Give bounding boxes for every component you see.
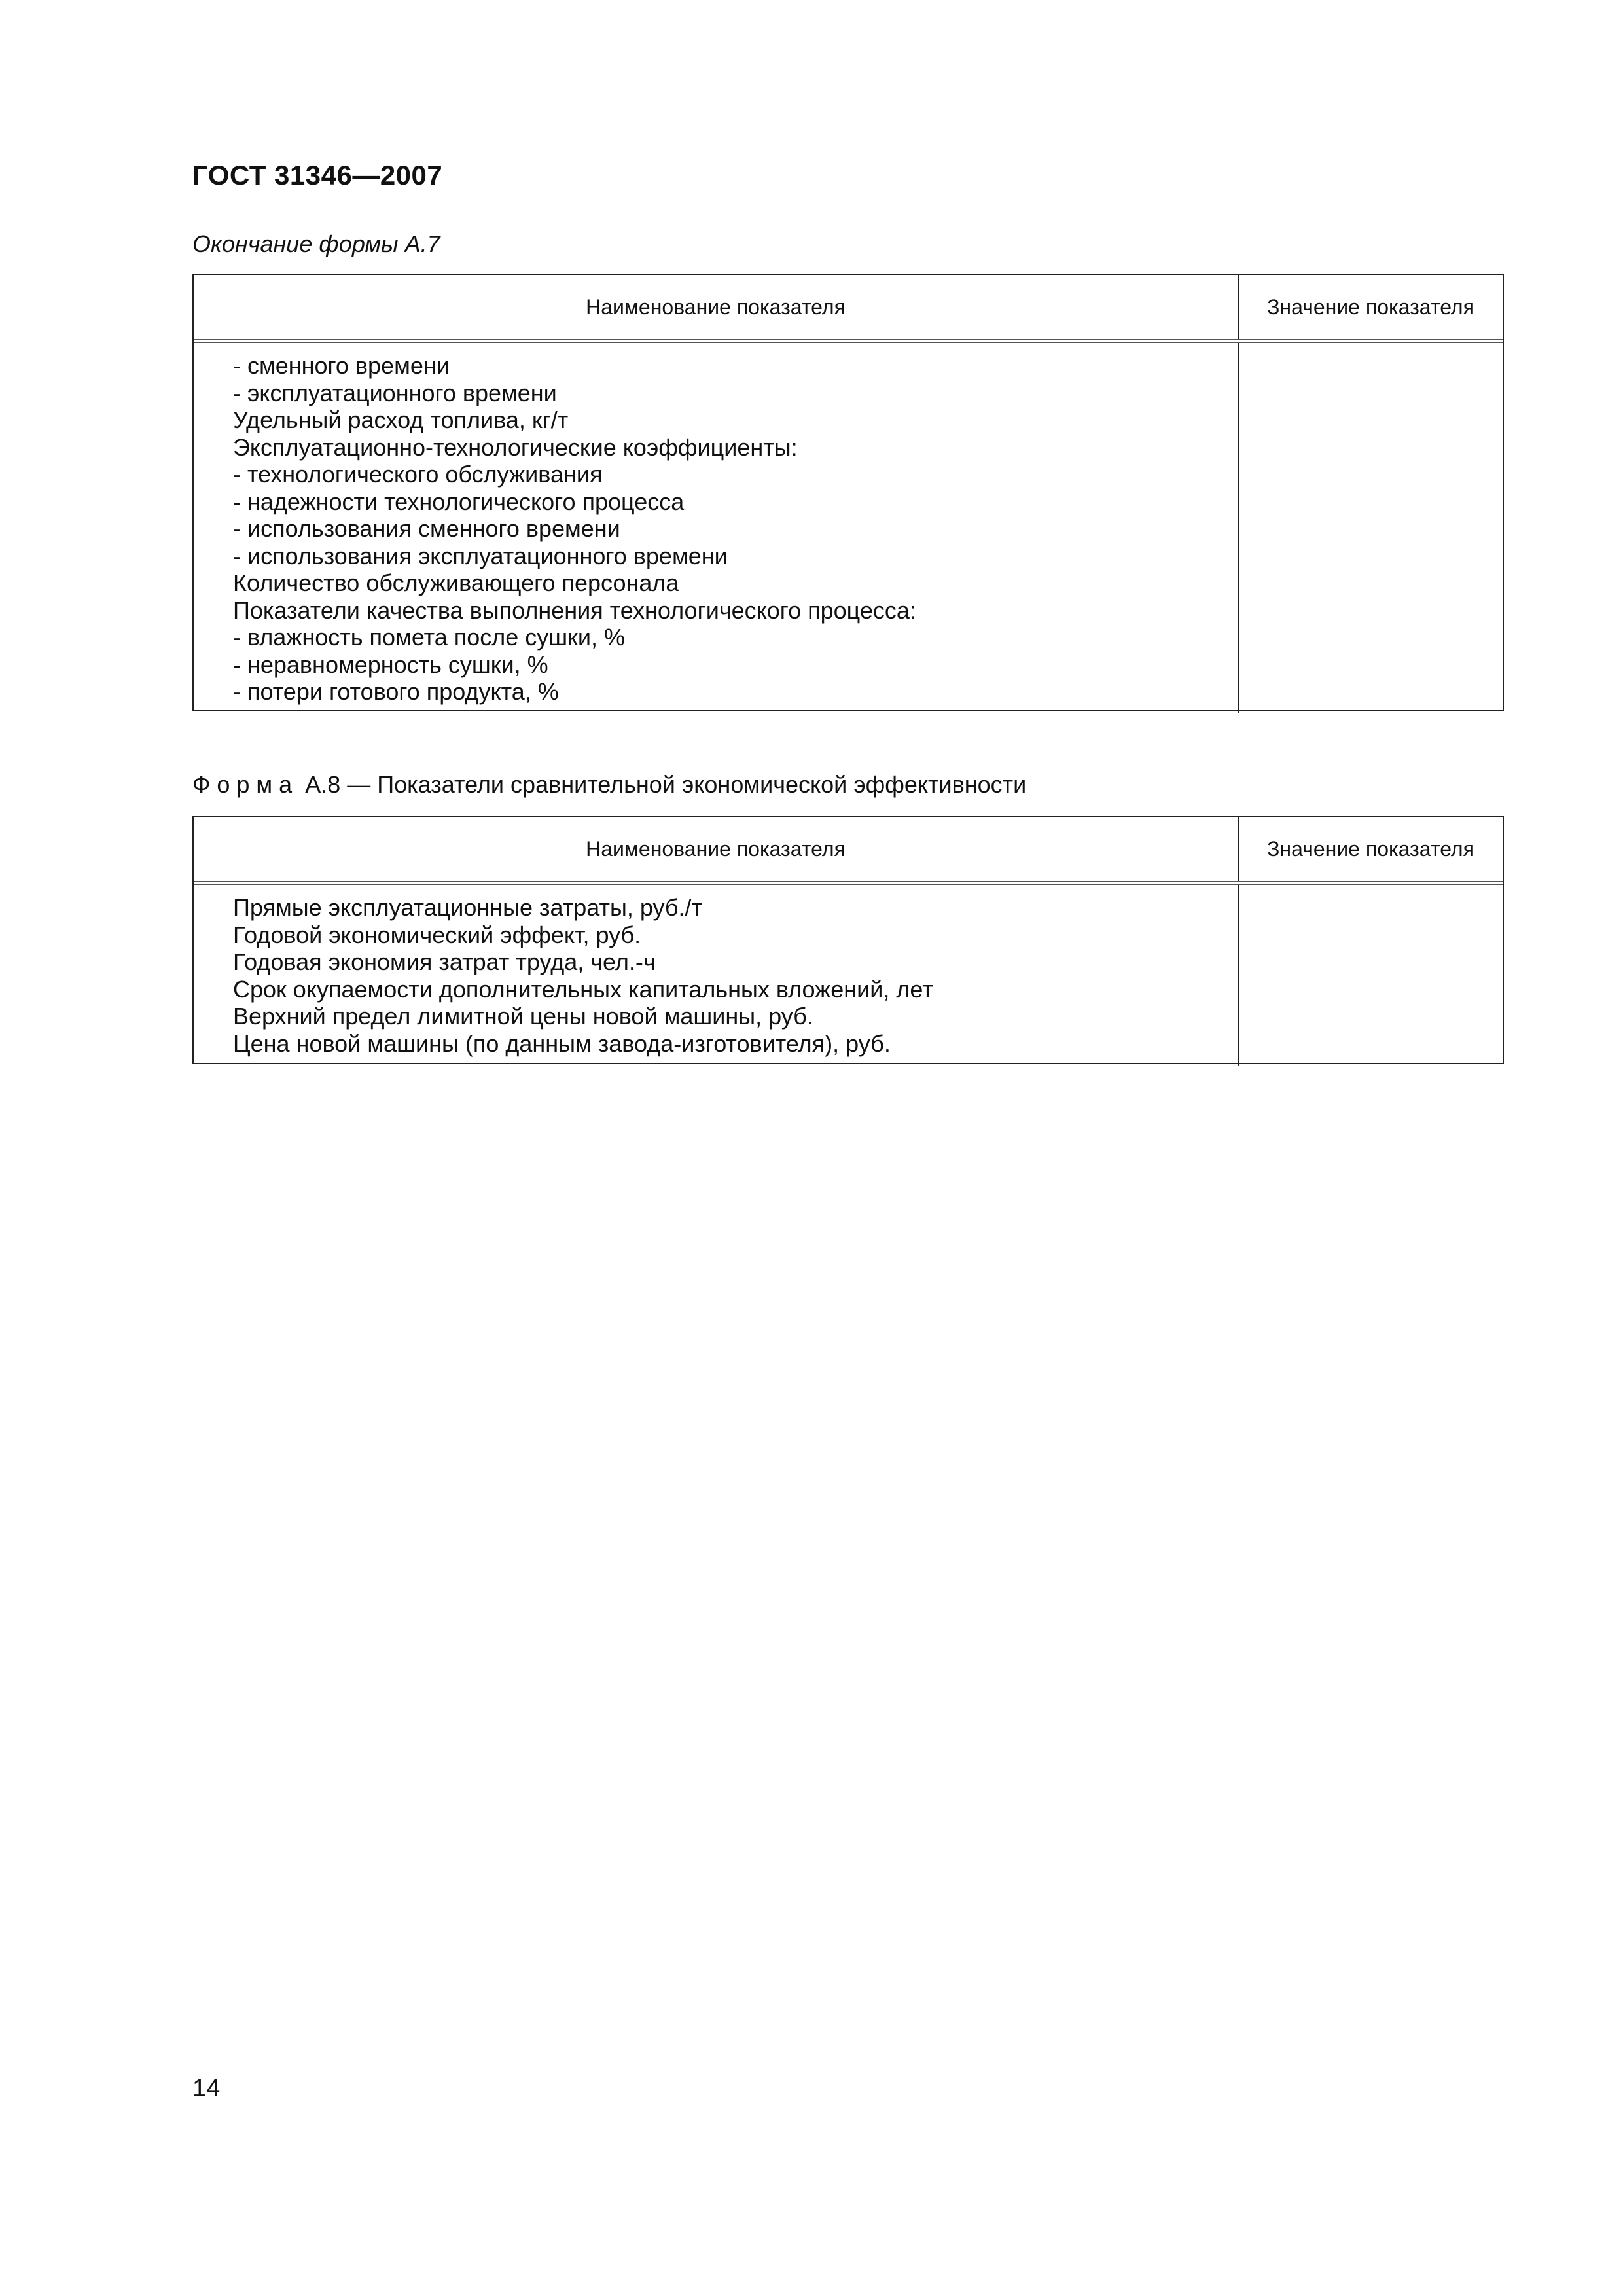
table-row: Годовая экономия затрат труда, чел.-ч <box>233 948 656 975</box>
form-a7-table <box>192 274 1504 711</box>
page-number: 14 <box>192 2075 221 2102</box>
table-row: Верхний предел лимитной цены новой машины, руб. <box>233 1003 813 1030</box>
form-a8-caption <box>192 771 1026 798</box>
table-body <box>194 885 1503 1066</box>
table-row: Показатели качества выполнения технологического процесса: <box>233 596 916 624</box>
table-row: - неравномерность сушки, % <box>233 651 548 678</box>
table-row: Удельный расход топлива, кг/т <box>233 406 569 433</box>
table-row: - использования сменного времени <box>233 515 620 542</box>
form-a8-caption-text: А.8 — Показатели сравнительной экономической эффективности <box>298 771 1027 798</box>
table-row: - технологического обслуживания <box>233 461 603 488</box>
table-row: - надежности технологического процесса <box>233 488 685 515</box>
form-a8-table <box>192 816 1504 1064</box>
column-header-value: Значение показателя <box>1267 836 1474 861</box>
table-header <box>194 817 1503 885</box>
table-row: - сменного времени <box>233 352 450 379</box>
column-header-name: Наименование показателя <box>194 817 1239 881</box>
table-row: - потери готового продукта, % <box>233 678 559 705</box>
form-a8-caption-prefix: Форма <box>192 771 299 798</box>
table-row: - использования эксплуатационного времени <box>233 542 728 569</box>
column-header-value: Значение показателя <box>1267 295 1474 319</box>
document-header: ГОСТ 31346—2007 <box>192 160 443 190</box>
table-header <box>194 275 1503 343</box>
form-a7-caption: Окончание формы А.7 <box>192 230 440 257</box>
table-row: Эксплуатационно-технологические коэффициенты: <box>233 433 798 461</box>
indicator-list <box>194 343 1239 713</box>
table-body <box>194 343 1503 713</box>
table-row: Цена новой машины (по данным завода-изготовителя), руб. <box>233 1030 891 1057</box>
table-row: - эксплуатационного времени <box>233 379 557 406</box>
column-header-name: Наименование показателя <box>194 275 1239 339</box>
value-cell <box>1239 885 1503 1066</box>
table-row: - влажность помета после сушки, % <box>233 624 626 651</box>
indicator-list <box>194 885 1239 1066</box>
table-row: Срок окупаемости дополнительных капитальных вложений, лет <box>233 975 933 1003</box>
table-row: Количество обслуживающего персонала <box>233 569 679 596</box>
value-cell <box>1239 343 1503 713</box>
table-row: Годовой экономический эффект, руб. <box>233 921 641 948</box>
table-row: Прямые эксплуатационные затраты, руб./т <box>233 894 702 921</box>
